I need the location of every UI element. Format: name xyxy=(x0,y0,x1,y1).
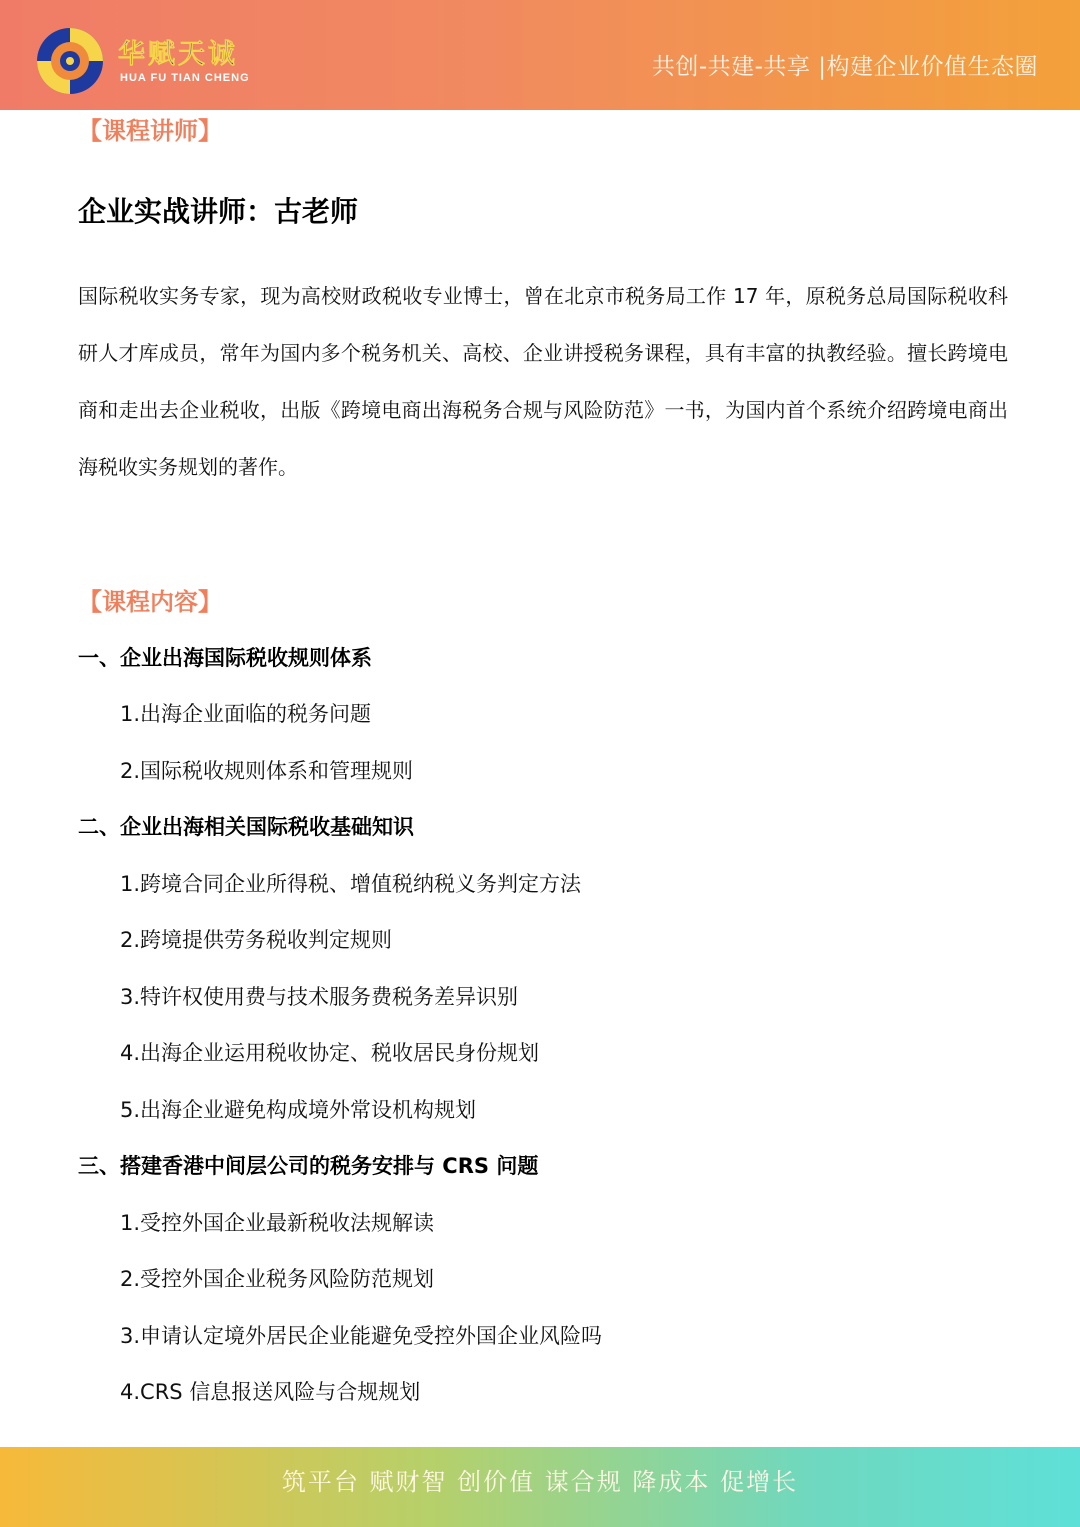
module-heading-3: 三、搭建香港中间层公司的税务安排与 CRS 问题 xyxy=(78,1154,539,1178)
page-header xyxy=(0,0,1080,110)
list-item: 1.跨境合同企业所得税、增值税纳税义务判定方法 xyxy=(120,872,582,896)
list-item: 2.跨境提供劳务税收判定规则 xyxy=(120,928,393,952)
company-logo-icon xyxy=(35,26,105,96)
list-item: 2.受控外国企业税务风险防范规划 xyxy=(120,1267,435,1291)
content-section-tag: 【课程内容】 xyxy=(78,588,222,616)
page-footer xyxy=(0,1447,1080,1527)
list-item: 1.出海企业面临的税务问题 xyxy=(120,702,372,726)
module-heading-1: 一、企业出海国际税收规则体系 xyxy=(78,646,372,670)
module-heading-2: 二、企业出海相关国际税收基础知识 xyxy=(78,815,414,839)
lecturer-title: 企业实战讲师：古老师 xyxy=(78,195,359,228)
list-item: 3.申请认定境外居民企业能避免受控外国企业风险吗 xyxy=(120,1324,603,1348)
lecturer-section-tag: 【课程讲师】 xyxy=(78,117,222,145)
logo-english-name: HUA FU TIAN CHENG xyxy=(120,72,250,84)
list-item: 5.出海企业避免构成境外常设机构规划 xyxy=(120,1098,477,1122)
list-item: 4.出海企业运用税收协定、税收居民身份规划 xyxy=(120,1041,540,1065)
header-slogan: 共创-共建-共享 |构建企业价值生态圈 xyxy=(651,54,1038,80)
list-item: 2.国际税收规则体系和管理规则 xyxy=(120,759,414,783)
lecturer-bio: 国际税收实务专家，现为高校财政税收专业博士，曾在北京市税务局工作 17 年，原税务总局国际税收科研人才库成员，常年为国内多个税务机关、高校、企业讲授税务课程，具有丰富的执教经验。擅长跨境电商和走出去企业税收，出版《跨境电商出海税务合规与风险防范》一书，为国内首个系统介绍跨境电商出海税收实务规划的著作。 xyxy=(78,284,1008,479)
list-item: 1.受控外国企业最新税收法规解读 xyxy=(120,1211,435,1235)
list-item: 4.CRS 信息报送风险与合规规划 xyxy=(120,1380,421,1404)
footer-slogan: 筑平台 赋财智 创价值 谋合规 降成本 促增长 xyxy=(281,1468,799,1496)
logo-chinese-name: 华赋天诚 xyxy=(118,39,238,70)
list-item: 3.特许权使用费与技术服务费税务差异识别 xyxy=(120,985,519,1009)
